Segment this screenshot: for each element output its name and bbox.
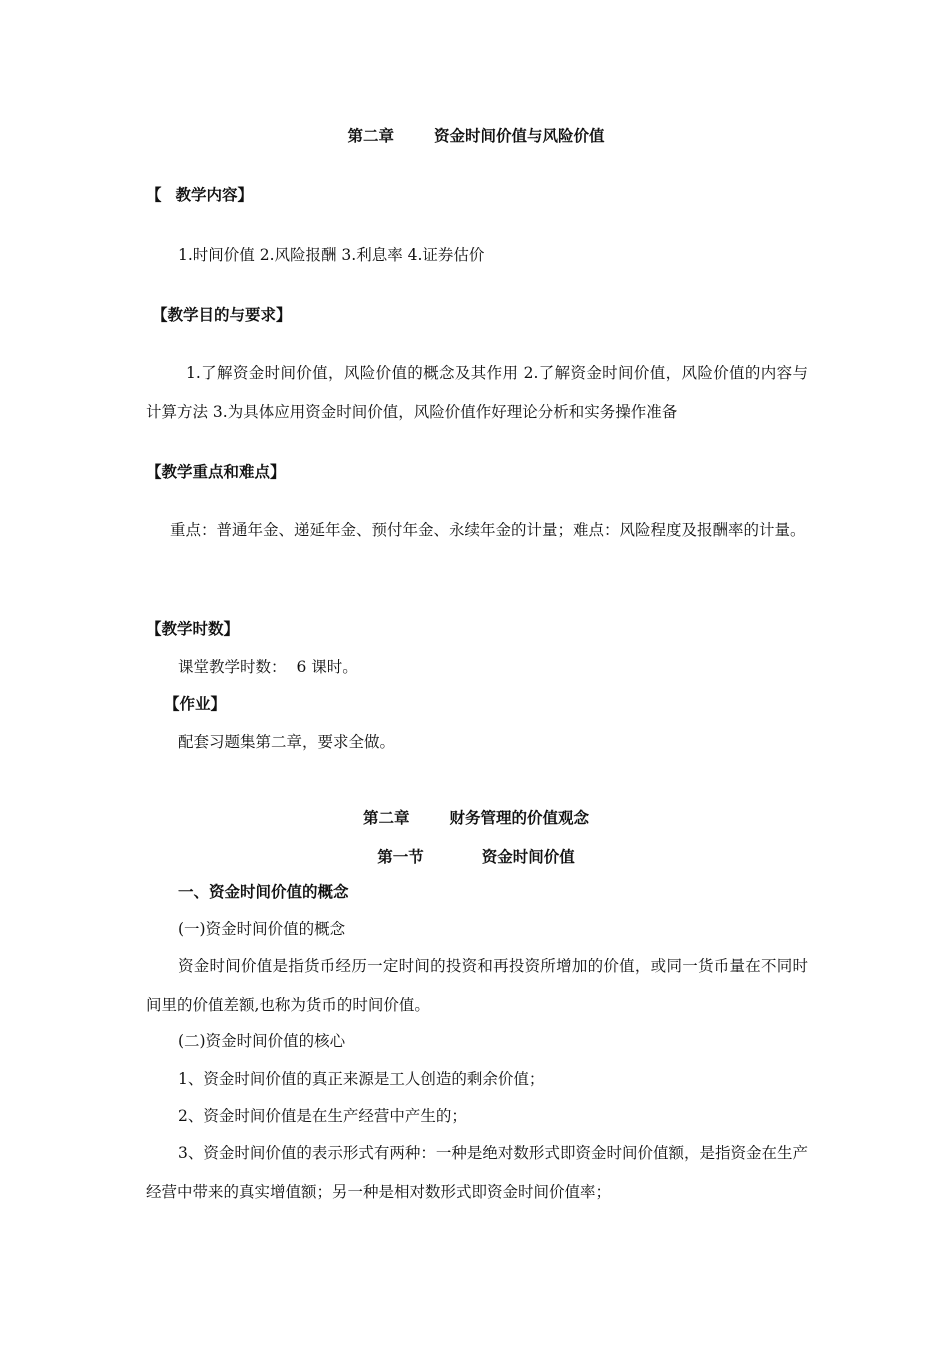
title-text: 资金时间价值与风险价值 <box>434 127 605 145</box>
title-chapter: 第二章 <box>347 127 394 145</box>
teaching-content-heading: 【 教学内容】 <box>146 186 254 204</box>
key-points-heading: 【教学重点和难点】 <box>146 463 286 481</box>
chapter-heading: 第二章 财务管理的价值观念 <box>362 809 590 827</box>
point-1: 1、资金时间价值的真正来源是工人创造的剩余价值； <box>178 1070 545 1088</box>
item1-body: 资金时间价值是指货币经历一定时间的投资和再投资所增加的价值，或同一货币量在不同时间里的价值差额,也称为货币的时间价值。 <box>146 957 808 1014</box>
item1-heading: (一)资金时间价值的概念 <box>178 920 346 938</box>
point-3: 3、资金时间价值的表示形式有两种：一种是绝对数形式即资金时间价值额，是指资金在生产经营中带来的真实增值额；另一种是相对数形式即资金时间价值率； <box>146 1144 808 1201</box>
item2-heading: (二)资金时间价值的核心 <box>178 1032 346 1050</box>
point-2: 2、资金时间价值是在生产经营中产生的； <box>178 1107 467 1125</box>
section-heading: 第一节 资金时间价值 <box>377 848 575 866</box>
hours-body: 课堂教学时数： 6 课时。 <box>178 658 358 676</box>
objectives-heading: 【教学目的与要求】 <box>152 306 292 324</box>
homework-body: 配套习题集第二章，要求全做。 <box>178 733 396 751</box>
teaching-content-body: 1.时间价值 2.风险报酬 3.利息率 4.证券估价 <box>178 246 485 264</box>
subheading: 一、资金时间价值的概念 <box>178 883 349 901</box>
key-points-body: 重点：普通年金、递延年金、预付年金、永续年金的计量；难点：风险程度及报酬率的计量。 <box>170 521 806 539</box>
hours-heading: 【教学时数】 <box>146 620 240 638</box>
objectives-body: 1.了解资金时间价值，风险价值的概念及其作用 2.了解资金时间价值，风险价值的内容与计算方法 3.为具体应用资金时间价值，风险价值作好理论分析和实务操作准备 <box>146 364 808 421</box>
homework-heading: 【作业】 <box>164 695 227 713</box>
document-title <box>0 124 952 146</box>
